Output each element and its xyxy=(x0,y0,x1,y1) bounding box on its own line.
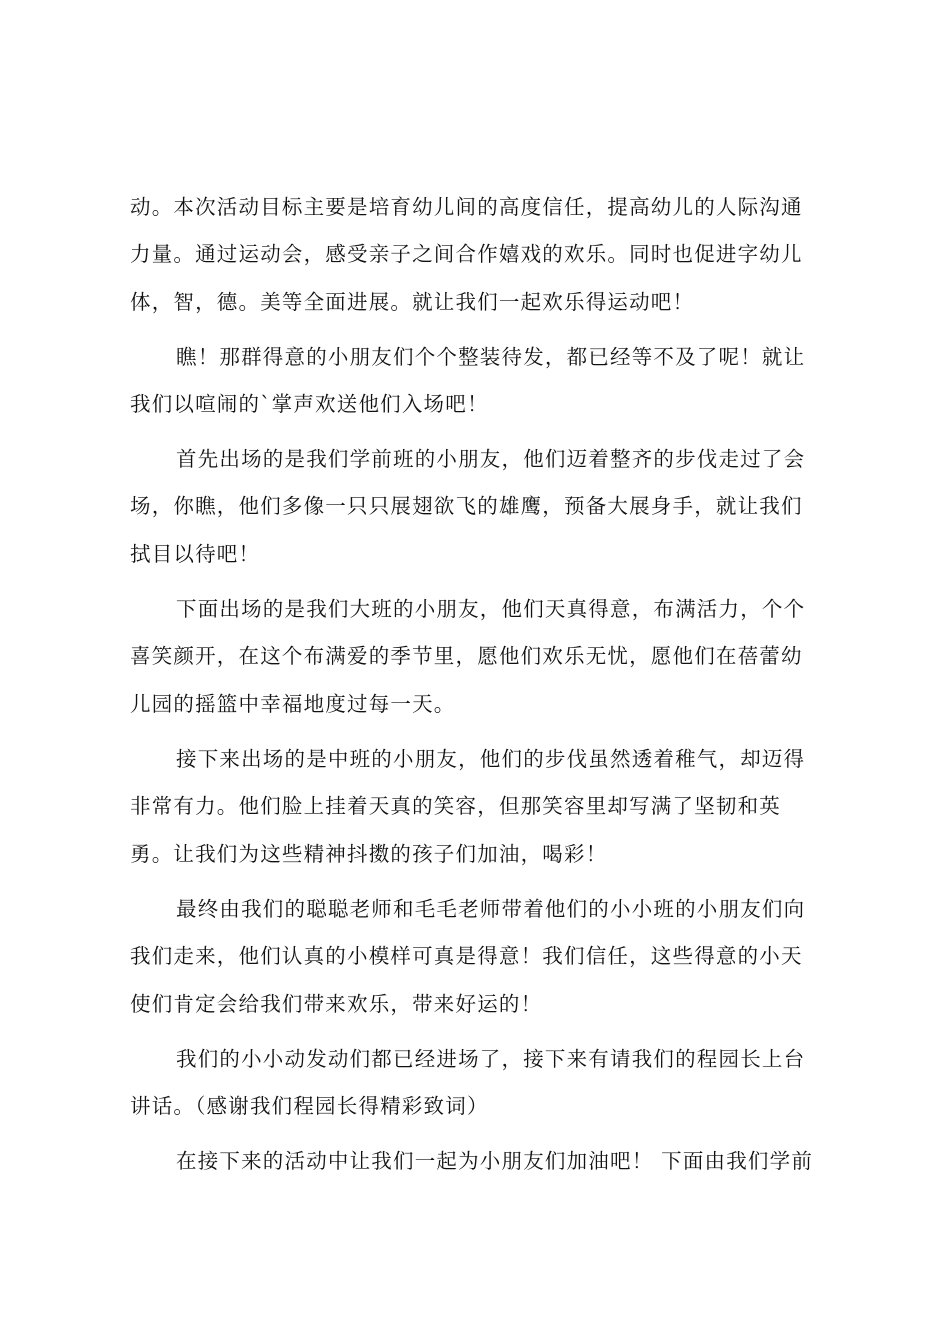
text-line: 勇。让我们为这些精神抖擞的孩子们加油，喝彩！ xyxy=(130,842,608,866)
text-line: 动。本次活动目标主要是培育幼儿间的高度信任，提高幼儿的人际沟通 xyxy=(130,195,803,219)
text-line: 拭目以待吧！ xyxy=(130,542,261,566)
text-line: 我们走来，他们认真的小模样可真是得意！我们信任，这些得意的小天 xyxy=(130,944,803,968)
text-line: 最终由我们的聪聪老师和毛毛老师带着他们的小小班的小朋友们向 xyxy=(176,897,806,921)
text-line: 非常有力。他们脸上挂着天真的笑容，但那笑容里却写满了坚韧和英 xyxy=(130,794,781,818)
text-line: 场，你瞧，他们多像一只只展翅欲飞的雄鹰，预备大展身手，就让我们 xyxy=(130,494,803,518)
text-line: 儿园的摇篮中幸福地度过每一天。 xyxy=(130,692,456,716)
text-line: 体，智，德。美等全面进展。就让我们一起欢乐得运动吧！ xyxy=(130,290,695,314)
text-line: 我们的小小动发动们都已经进场了，接下来有请我们的程园长上台 xyxy=(176,1047,806,1071)
text-line: 瞧！那群得意的小朋友们个个整装待发，都已经等不及了呢！就让 xyxy=(176,345,806,369)
text-line: 喜笑颜开，在这个布满爱的季节里，愿他们欢乐无忧，愿他们在蓓蕾幼 xyxy=(130,644,803,668)
text-line: 在接下来的活动中让我们一起为小朋友们加油吧！ 下面由我们学前 xyxy=(176,1149,814,1173)
text-line: 力量。通过运动会，感受亲子之间合作嬉戏的欢乐。同时也促进字幼儿 xyxy=(130,242,803,266)
text-line: 接下来出场的是中班的小朋友，他们的步伐虽然透着稚气，却迈得 xyxy=(176,747,806,771)
text-line: 首先出场的是我们学前班的小朋友，他们迈着整齐的步伐走过了会 xyxy=(176,447,806,471)
text-line: 我们以喧闹的`掌声欢送他们入场吧！ xyxy=(130,392,489,416)
text-line: 使们肯定会给我们带来欢乐，带来好运的！ xyxy=(130,992,543,1016)
text-line: 讲话。（感谢我们程园长得精彩致词） xyxy=(130,1094,489,1118)
text-line: 下面出场的是我们大班的小朋友，他们天真得意，布满活力，个个 xyxy=(176,597,806,621)
